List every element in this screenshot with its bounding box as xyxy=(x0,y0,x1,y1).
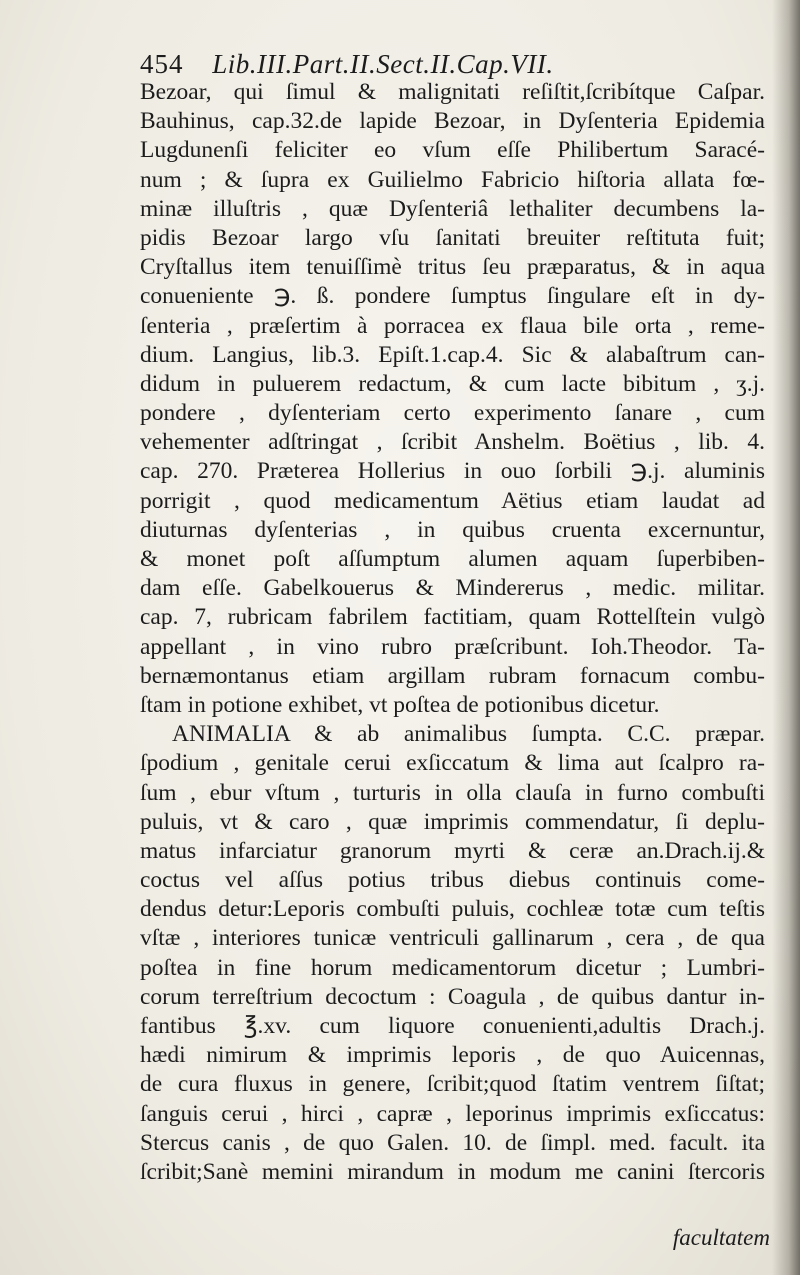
text-line: ſcribit;Sanè memini mirandum in modum me canini ſtercoris xyxy=(140,1158,765,1185)
text-line: corum terreſtrium decoctum : Coagula , de quibus dantur in- xyxy=(140,983,765,1010)
text-line: coctus vel aſſus potius tribus diebus continuis come- xyxy=(140,867,765,894)
text-line: fantibus ℥.xv. cum liquore conuenienti,adultis Drach.j. xyxy=(140,1013,765,1039)
catchword: facultatem xyxy=(672,1225,770,1250)
text-line: Bezoar, qui ſimul & malignitati reſiſtit,ſcribítque Caſpar. xyxy=(140,79,765,105)
text-line: de cura fluxus in genere, ſcribit;quod ſtatim ventrem ſiſtat; xyxy=(140,1071,765,1098)
text-line: Cryſtallus item tenuiſſimè tritus ſeu præparatus, & in aqua xyxy=(140,254,765,281)
running-title: Lib.III.Part.II.Sect.II.Cap.VII. xyxy=(212,49,554,79)
text-line: num ; & ſupra ex Guilielmo Fabricio hiſtoria allata fœ- xyxy=(140,166,765,193)
text-line: Stercus canis , de quo Galen. 10. de ſimpl. med. facult. ita xyxy=(140,1129,765,1156)
text-line: ſpodium , genitale cerui exſiccatum & lima aut ſcalpro ra- xyxy=(140,750,765,777)
text-line: hædi nimirum & imprimis leporis , de quo Auicennas, xyxy=(140,1042,765,1069)
text-line: minæ illuſtris , quæ Dyſenteriâ lethaliter decumbens la- xyxy=(140,195,765,222)
text-line: didum in puluerem redactum, & cum lacte bibitum , ʒ.j. xyxy=(140,370,765,397)
text-line: ſenteria , præſertim à porracea ex flaua bile orta , reme- xyxy=(140,312,765,339)
text-line: pondere , dyſenteriam certo experimento ſanare , cum xyxy=(140,400,765,427)
text-line: ſum , ebur vſtum , turturis in olla clauſa in furno combuſti xyxy=(140,779,765,806)
text-line: vſtæ , interiores tunicæ ventriculi gallinarum , cera , de qua xyxy=(140,925,765,952)
text-line: & monet poſt aſſumptum alumen aquam ſuperbiben- xyxy=(140,546,765,572)
text-line: appellant , in vino rubro præſcribunt. Ioh.Theodor. Ta- xyxy=(140,633,765,660)
text-line: cap. 270. Præterea Hollerius in ouo ſorbili ℈.j. aluminis xyxy=(140,458,765,485)
text-line: conueniente ℈. ß. pondere ſumptus ſingulare eſt in dy- xyxy=(140,283,765,310)
text-line: puluis, vt & caro , quæ imprimis commendatur, ſi deplu- xyxy=(140,808,765,835)
text-line: bernæmontanus etiam argillam rubram fornacum combu- xyxy=(140,662,765,689)
section-heading-line: ANIMALIA & ab animalibus ſumpta. C.C. præpar. xyxy=(172,721,765,748)
text-line: ſtam in potione exhibet, vt poſtea de potionibus dicetur. xyxy=(140,691,660,718)
text-line: poſtea in fine horum medicamentorum dicetur ; Lumbri- xyxy=(140,954,765,981)
text-line: dium. Langius, lib.3. Epiſt.1.cap.4. Sic & alabaſtrum can- xyxy=(140,341,765,368)
body-text xyxy=(140,78,765,1187)
page-number: 454 xyxy=(140,49,184,79)
text-line: matus infarciatur granorum myrti & ceræ an.Drach.ij.& xyxy=(140,837,765,864)
text-line: pidis Bezoar largo vſu ſanitati breuiter reſtituta fuit; xyxy=(140,224,765,251)
text-line: Lugdunenſi feliciter eo vſum eſſe Philibertum Saracé- xyxy=(140,137,765,164)
text-line: Bauhinus, cap.32.de lapide Bezoar, in Dyſenteria Epidemia xyxy=(140,108,765,135)
text-line: diuturnas dyſenterias , in quibus cruenta excernuntur, xyxy=(140,516,765,543)
page-edge-shadow xyxy=(772,0,800,1275)
text-line: vehementer adſtringat , ſcribit Anshelm. Boëtius , lib. 4. xyxy=(140,429,765,456)
text-line: ſanguis cerui , hirci , capræ , leporinus imprimis exſiccatus: xyxy=(140,1100,765,1127)
text-line: dam eſſe. Gabelkouerus & Mindererus , medic. militar. xyxy=(140,575,765,602)
text-line: cap. 7, rubricam fabrilem factitiam, quam Rottelſtein vulgò xyxy=(140,604,765,631)
text-line: dendus detur:Leporis combuſti puluis, cochleæ totæ cum teſtis xyxy=(140,896,765,923)
text-line: porrigit , quod medicamentum Aëtius etiam laudat ad xyxy=(140,487,765,514)
